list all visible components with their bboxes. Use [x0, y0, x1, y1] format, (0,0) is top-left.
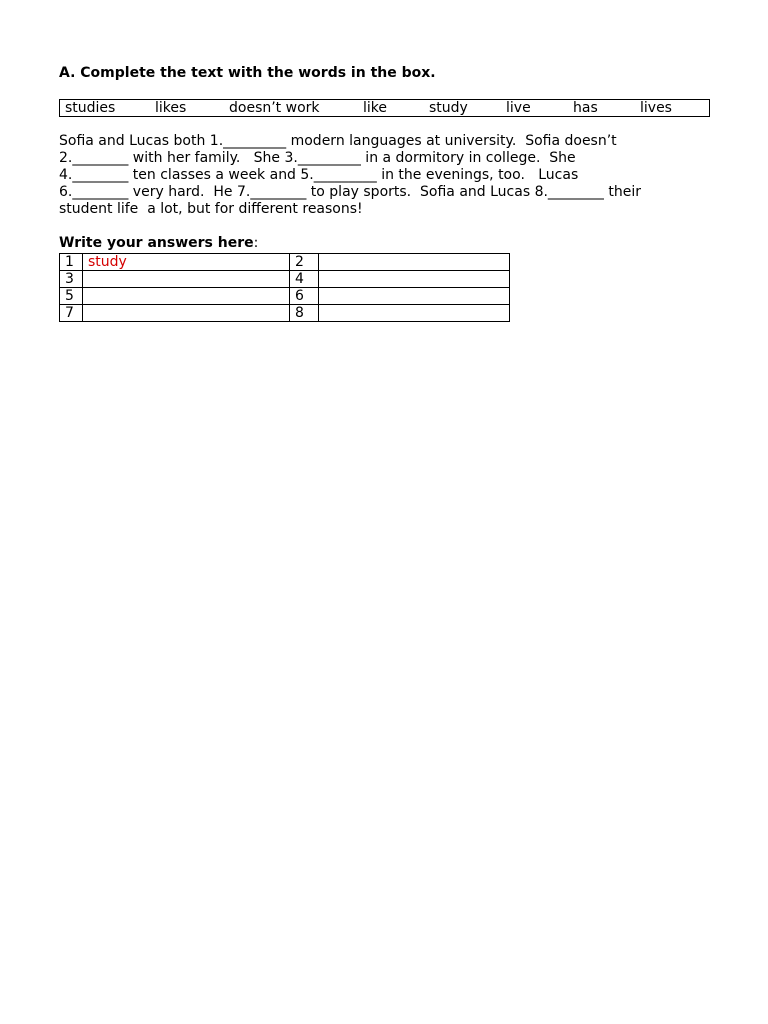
answer-number: 1 — [60, 254, 83, 271]
answers-heading — [59, 235, 711, 252]
answer-cell[interactable]: study — [83, 254, 290, 271]
word-box-item: lives — [640, 100, 672, 116]
passage-line: 6.________ very hard. He 7.________ to play sports. Sofia and Lucas 8.________ their — [59, 184, 641, 200]
answer-cell[interactable] — [83, 288, 290, 305]
answer-number: 3 — [60, 271, 83, 288]
answers-table — [59, 253, 510, 322]
passage-line: Sofia and Lucas both 1._________ modern languages at university. Sofia doesn’t — [59, 133, 617, 149]
word-box-item: studies — [65, 100, 116, 116]
answer-cell[interactable] — [319, 254, 510, 271]
table-row — [60, 288, 510, 305]
passage — [59, 133, 711, 218]
worksheet — [59, 63, 711, 322]
table-row — [60, 305, 510, 322]
word-box-item: like — [363, 100, 388, 116]
word-box — [59, 99, 710, 117]
answer-number: 2 — [290, 254, 319, 271]
word-box-item: has — [573, 100, 598, 116]
instruction-heading: A. Complete the text with the words in the box. — [59, 65, 436, 81]
answer-number: 8 — [290, 305, 319, 322]
passage-line: student life a lot, but for different reasons! — [59, 201, 363, 217]
word-box-item: doesn’t work — [229, 100, 320, 116]
answer-cell[interactable] — [319, 271, 510, 288]
answers-heading-text: Write your answers here — [59, 235, 254, 251]
answer-cell[interactable] — [83, 305, 290, 322]
answer-number: 5 — [60, 288, 83, 305]
answer-cell[interactable] — [319, 305, 510, 322]
answer-number: 6 — [290, 288, 319, 305]
answer-cell[interactable] — [83, 271, 290, 288]
table-row — [60, 271, 510, 288]
answer-number: 7 — [60, 305, 83, 322]
answers-heading-colon: : — [253, 235, 259, 251]
word-box-item: live — [506, 100, 531, 116]
table-row — [60, 254, 510, 271]
passage-line: 4.________ ten classes a week and 5._________ in the evenings, too. Lucas — [59, 167, 579, 183]
word-box-item: study — [429, 100, 468, 116]
answer-number: 4 — [290, 271, 319, 288]
answer-cell[interactable] — [319, 288, 510, 305]
word-box-item: likes — [155, 100, 187, 116]
passage-line: 2.________ with her family. She 3._________ in a dormitory in college. She — [59, 150, 576, 166]
